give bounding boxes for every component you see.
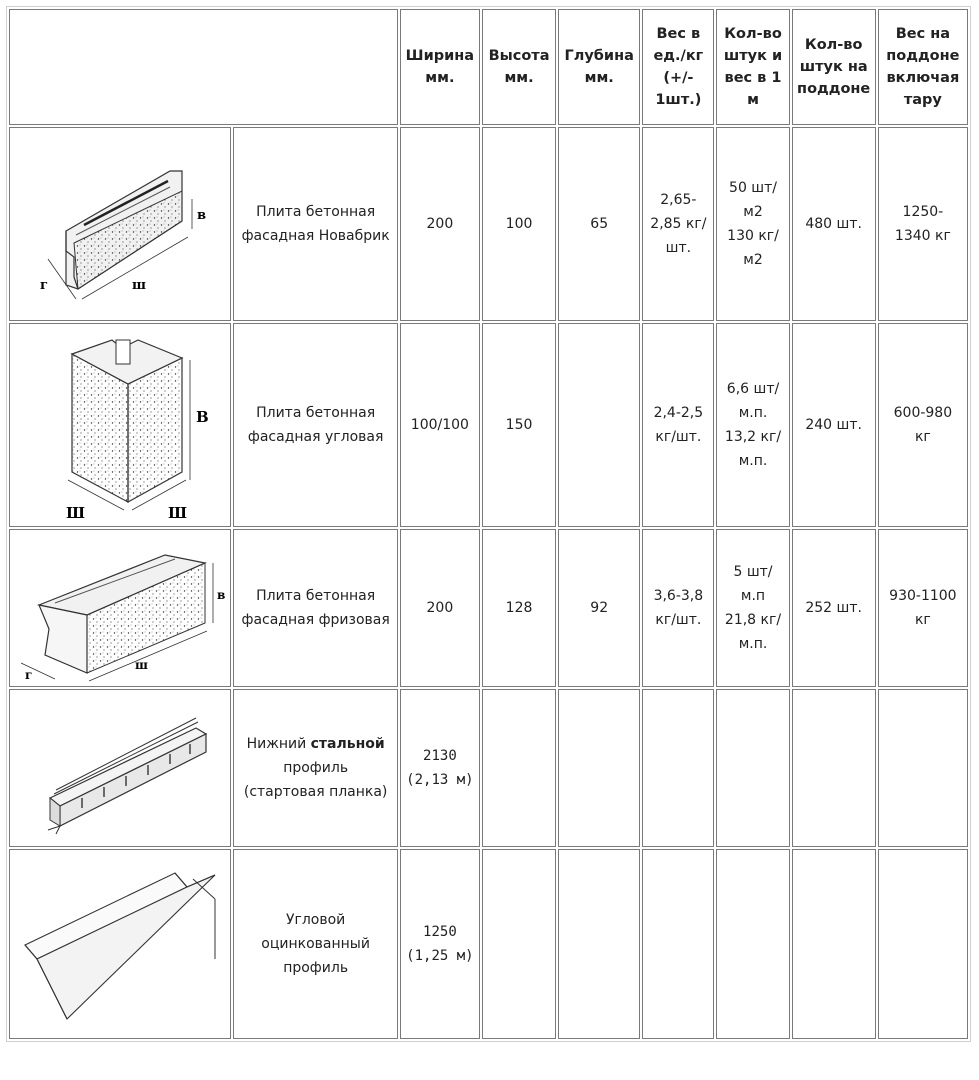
- product-pallet-weight: 1250- 1340 кг: [878, 127, 968, 321]
- table-header-row: [9, 9, 968, 125]
- product-name: [233, 689, 397, 847]
- product-name: Угловой оцинкованный профиль: [233, 849, 397, 1039]
- product-name-post: профиль (стартовая планка): [243, 760, 388, 800]
- product-pallet-weight: [878, 689, 968, 847]
- product-unit-weight: [642, 849, 714, 1039]
- product-unit-weight: [642, 689, 714, 847]
- product-image-cell: [9, 529, 231, 687]
- product-qty-per-pallet: 252 шт.: [792, 529, 876, 687]
- product-qty-per-m: [716, 689, 789, 847]
- table-row: [9, 849, 968, 1039]
- table-row: [9, 529, 968, 687]
- header-empty-cell: [9, 9, 398, 125]
- product-image-cell: [9, 689, 231, 847]
- header-qty-per-pallet: Кол-во штук на поддоне: [792, 9, 876, 125]
- product-spec-table: [6, 6, 971, 1042]
- table-row: [9, 689, 968, 847]
- svg-text:Ш: Ш: [66, 504, 86, 520]
- product-unit-weight: 2,65- 2,85 кг/ шт.: [642, 127, 714, 321]
- product-qty-per-m: 50 шт/ м2 130 кг/ м2: [716, 127, 789, 321]
- product-depth: [558, 689, 640, 847]
- svg-text:в: в: [197, 208, 207, 223]
- product-height: 150: [482, 323, 556, 527]
- product-pallet-weight: 600-980 кг: [878, 323, 968, 527]
- product-image-cell: [9, 127, 231, 321]
- svg-text:ш: ш: [132, 278, 147, 293]
- product-name-bold: стальной: [310, 736, 385, 752]
- product-depth: [558, 323, 640, 527]
- product-pallet-weight: [878, 849, 968, 1039]
- svg-text:в: в: [217, 588, 226, 602]
- product-image-cell: [9, 849, 231, 1039]
- header-width: Ширина мм.: [400, 9, 480, 125]
- product-qty-per-pallet: 240 шт.: [792, 323, 876, 527]
- header-pallet-weight: Вес на поддоне включая тару: [878, 9, 968, 125]
- product-unit-weight: 2,4-2,5 кг/шт.: [642, 323, 714, 527]
- product-width: 200: [400, 127, 480, 321]
- header-height: Высота мм.: [482, 9, 556, 125]
- galvanized-corner-profile-icon: [15, 859, 225, 1029]
- header-qty-per-m: Кол-во штук и вес в 1 м: [716, 9, 789, 125]
- product-qty-per-pallet: 480 шт.: [792, 127, 876, 321]
- product-pallet-weight: 930-1100 кг: [878, 529, 968, 687]
- product-qty-per-m: 6,6 шт/ м.п. 13,2 кг/ м.п.: [716, 323, 789, 527]
- svg-text:г: г: [40, 278, 49, 293]
- product-qty-per-m: [716, 849, 789, 1039]
- product-name-pre: Нижний: [246, 736, 311, 752]
- product-qty-per-pallet: [792, 849, 876, 1039]
- svg-text:ш: ш: [135, 658, 149, 672]
- product-name: Плита бетонная фасадная фризовая: [233, 529, 397, 687]
- product-width: 100/100: [400, 323, 480, 527]
- header-depth: Глубина мм.: [558, 9, 640, 125]
- product-unit-weight: 3,6-3,8 кг/шт.: [642, 529, 714, 687]
- product-height: [482, 689, 556, 847]
- svg-text:В: В: [196, 408, 209, 426]
- product-width: 2130 (2,13 м): [400, 689, 480, 847]
- product-depth: [558, 849, 640, 1039]
- frieze-slab-icon: [15, 533, 225, 683]
- product-height: [482, 849, 556, 1039]
- product-depth: 92: [558, 529, 640, 687]
- product-depth: 65: [558, 127, 640, 321]
- product-image-cell: [9, 323, 231, 527]
- product-height: 100: [482, 127, 556, 321]
- corner-slab-icon: [20, 330, 220, 520]
- product-qty-per-m: 5 шт/ м.п 21,8 кг/ м.п.: [716, 529, 789, 687]
- product-height: 128: [482, 529, 556, 687]
- table-row: [9, 127, 968, 321]
- product-name: Плита бетонная фасадная угловая: [233, 323, 397, 527]
- facade-slab-novabrick-icon: [20, 139, 220, 309]
- table-row: [9, 323, 968, 527]
- svg-text:г: г: [25, 668, 33, 682]
- product-qty-per-pallet: [792, 689, 876, 847]
- product-width: 200: [400, 529, 480, 687]
- svg-text:Ш: Ш: [168, 504, 188, 520]
- steel-starter-profile-icon: [20, 698, 220, 838]
- product-width: 1250 (1,25 м): [400, 849, 480, 1039]
- header-unit-weight: Вес в ед./кг (+/- 1шт.): [642, 9, 714, 125]
- product-name: Плита бетонная фасадная Новабрик: [233, 127, 397, 321]
